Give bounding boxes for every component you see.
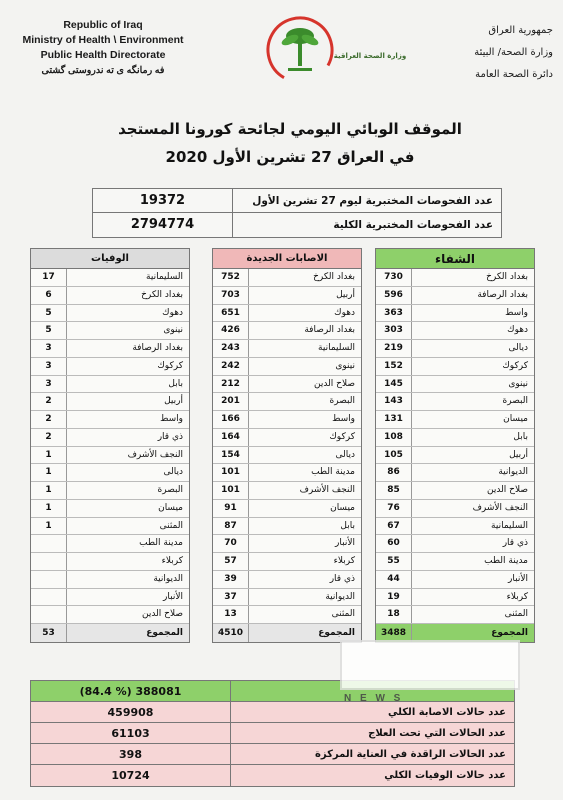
- recoveries-row: [376, 429, 534, 447]
- deaths-governorate: صلاح الدين: [141, 609, 183, 620]
- deaths-row: [31, 571, 189, 589]
- tests-row: [93, 213, 501, 237]
- header-left-line: Ministry of Health \ Environment: [22, 34, 184, 46]
- deaths-row: [31, 482, 189, 500]
- summary-value: 459908: [31, 702, 231, 722]
- recoveries-governorate: مدينة الطب: [484, 556, 528, 566]
- cases-count: 212: [213, 376, 249, 393]
- header-right: [423, 20, 553, 86]
- deaths-row: [31, 305, 189, 323]
- deaths-rows: [31, 269, 189, 624]
- deaths-count: 1: [31, 482, 67, 499]
- recoveries-row: [376, 482, 534, 500]
- summary-value: (84.4 %) 388081: [31, 681, 231, 701]
- deaths-count: [31, 589, 67, 606]
- cases-count: 651: [213, 305, 249, 322]
- watermark-logo-box: [340, 640, 520, 690]
- cases-table: [212, 248, 362, 643]
- recoveries-governorate: المثنى: [504, 609, 528, 620]
- recoveries-governorate: واسط: [505, 307, 528, 318]
- recoveries-count: 60: [376, 535, 412, 552]
- cases-count: 242: [213, 358, 249, 375]
- deaths-total: 53: [31, 624, 67, 642]
- cases-count: 39: [213, 571, 249, 588]
- deaths-count: 5: [31, 305, 67, 322]
- recoveries-governorate: ذي قار: [502, 538, 528, 549]
- deaths-count: 5: [31, 322, 67, 339]
- deaths-row: [31, 340, 189, 358]
- deaths-count: 2: [31, 411, 67, 428]
- deaths-count: [31, 571, 67, 588]
- recoveries-table: [375, 248, 535, 643]
- deaths-governorate: النجف الأشرف: [127, 449, 183, 460]
- header-left-line: فه رمانگه ى ته ندروستى گشتى: [41, 65, 165, 76]
- cases-governorate: السليمانية: [318, 343, 355, 353]
- deaths-governorate: ميسان: [158, 502, 183, 513]
- deaths-row: [31, 287, 189, 305]
- recoveries-governorate: النجف الأشرف: [472, 502, 528, 513]
- deaths-row: [31, 589, 189, 607]
- deaths-governorate: ديالى: [163, 467, 183, 478]
- recoveries-governorate: صلاح الدين: [486, 485, 528, 495]
- recoveries-row: [376, 518, 534, 536]
- recoveries-count: 145: [376, 376, 412, 393]
- cases-governorate: ديالى: [335, 449, 355, 460]
- tests-value: 2794774: [93, 213, 233, 237]
- deaths-governorate: مدينة الطب: [139, 538, 183, 549]
- deaths-count: 1: [31, 518, 67, 535]
- ministry-logo: [260, 10, 340, 90]
- cases-count: 426: [213, 322, 249, 339]
- recoveries-row: [376, 411, 534, 429]
- summary-value: 10724: [31, 765, 231, 786]
- header-left-line: Republic of Iraq: [63, 19, 143, 31]
- deaths-count: 2: [31, 393, 67, 410]
- recoveries-governorate: السليمانية: [491, 520, 528, 531]
- recoveries-total-label: المجموع: [491, 628, 528, 638]
- cases-row: [213, 429, 361, 447]
- recoveries-governorate: البصرة: [502, 396, 528, 407]
- recoveries-row: [376, 553, 534, 571]
- recoveries-count: 108: [376, 429, 412, 446]
- cases-count: 13: [213, 606, 249, 623]
- cases-row: [213, 322, 361, 340]
- recoveries-count: 152: [376, 358, 412, 375]
- deaths-count: 3: [31, 376, 67, 393]
- deaths-row: [31, 269, 189, 287]
- tests-row: [93, 189, 501, 213]
- cases-governorate: نينوى: [335, 360, 355, 371]
- cases-count: 201: [213, 393, 249, 410]
- recoveries-count: 105: [376, 447, 412, 464]
- deaths-row: [31, 393, 189, 411]
- cases-governorate: مدينة الطب: [311, 467, 355, 478]
- summary-row: [31, 765, 514, 786]
- deaths-governorate: المثنى: [159, 520, 183, 531]
- recoveries-row: [376, 340, 534, 358]
- cases-count: 164: [213, 429, 249, 446]
- cases-governorate: النجف الأشرف: [299, 485, 355, 495]
- deaths-row: [31, 447, 189, 465]
- cases-governorate: بابل: [340, 520, 355, 531]
- cases-count: 154: [213, 447, 249, 464]
- cases-row: [213, 535, 361, 553]
- recoveries-governorate: كربلاء: [506, 591, 528, 602]
- deaths-governorate: السليمانية: [146, 272, 183, 282]
- summary-value: 61103: [31, 723, 231, 743]
- deaths-governorate: كربلاء: [161, 556, 183, 566]
- cases-row: [213, 500, 361, 518]
- recoveries-count: 55: [376, 553, 412, 570]
- cases-governorate: كركوك: [329, 431, 355, 442]
- recoveries-count: 131: [376, 411, 412, 428]
- deaths-governorate: بابل: [168, 378, 183, 389]
- deaths-governorate: نينوى: [163, 325, 183, 336]
- page-title: الموقف الوبائي اليومي لجائحة كورونا المستجد: [118, 120, 462, 138]
- recoveries-row: [376, 606, 534, 624]
- cases-row: [213, 571, 361, 589]
- summary-label: عدد الحالات الراقدة في العناية المركزة: [314, 749, 506, 760]
- cases-row: [213, 411, 361, 429]
- cases-header: الاصابات الجديدة: [213, 249, 361, 269]
- tests-box: [92, 188, 502, 238]
- cases-row: [213, 589, 361, 607]
- deaths-count: 1: [31, 447, 67, 464]
- recoveries-row: [376, 358, 534, 376]
- cases-governorate: أربيل: [336, 289, 355, 300]
- recoveries-header: الشفاء: [376, 249, 534, 269]
- cases-row: [213, 376, 361, 394]
- deaths-count: 2: [31, 429, 67, 446]
- deaths-header: الوفيات: [31, 249, 189, 269]
- recoveries-count: 44: [376, 571, 412, 588]
- deaths-governorate: واسط: [160, 414, 183, 424]
- cases-row: [213, 358, 361, 376]
- cases-row: [213, 287, 361, 305]
- deaths-governorate: الأنبار: [163, 591, 183, 602]
- cases-row: [213, 393, 361, 411]
- cases-row: [213, 269, 361, 287]
- recoveries-count: 596: [376, 287, 412, 304]
- recoveries-count: 730: [376, 269, 412, 286]
- recoveries-governorate: كركوك: [502, 360, 528, 371]
- recoveries-row: [376, 287, 534, 305]
- deaths-row: [31, 464, 189, 482]
- summary-row: [31, 723, 514, 744]
- cases-count: 70: [213, 535, 249, 552]
- cases-governorate: كربلاء: [333, 556, 355, 566]
- cases-governorate: البصرة: [329, 396, 355, 407]
- cases-governorate: ميسان: [330, 502, 355, 513]
- deaths-count: 3: [31, 340, 67, 357]
- recoveries-count: 76: [376, 500, 412, 517]
- cases-count: 91: [213, 500, 249, 517]
- recoveries-row: [376, 393, 534, 411]
- recoveries-row: [376, 500, 534, 518]
- cases-count: 87: [213, 518, 249, 535]
- deaths-row: [31, 358, 189, 376]
- cases-count: 57: [213, 553, 249, 570]
- summary-row: [31, 744, 514, 765]
- cases-governorate: ذي قار: [329, 573, 355, 584]
- recoveries-governorate: الأنبار: [508, 573, 528, 584]
- deaths-governorate: كركوك: [157, 360, 183, 371]
- recoveries-count: 85: [376, 482, 412, 499]
- recoveries-count: 143: [376, 393, 412, 410]
- deaths-governorate: الديوانية: [153, 573, 183, 584]
- cases-rows: [213, 269, 361, 624]
- cases-governorate: الأنبار: [335, 538, 355, 549]
- deaths-count: 1: [31, 500, 67, 517]
- deaths-count: [31, 606, 67, 623]
- recoveries-governorate: نينوى: [508, 378, 528, 389]
- summary-label: عدد حالات الاصابة الكلي: [388, 707, 506, 718]
- cases-count: 101: [213, 464, 249, 481]
- cases-governorate: دهوك: [334, 307, 355, 318]
- deaths-governorate: بغداد الكرخ: [141, 289, 183, 300]
- header-left-line: Public Health Directorate: [40, 49, 166, 61]
- recoveries-row: [376, 535, 534, 553]
- recoveries-count: 363: [376, 305, 412, 322]
- cases-governorate: بغداد الكرخ: [313, 272, 355, 282]
- cases-total-row: [213, 624, 361, 642]
- deaths-governorate: دهوك: [162, 307, 183, 318]
- deaths-row: [31, 411, 189, 429]
- tests-label: عدد الفحوصات المختبرية ليوم 27 تشرين الأول: [252, 195, 493, 207]
- recoveries-count: 86: [376, 464, 412, 481]
- deaths-row: [31, 535, 189, 553]
- summary-value: 398: [31, 744, 231, 764]
- cases-governorate: صلاح الدين: [313, 378, 355, 389]
- cases-governorate: واسط: [332, 414, 355, 424]
- recoveries-governorate: ميسان: [503, 414, 528, 424]
- recoveries-row: [376, 322, 534, 340]
- deaths-row: [31, 429, 189, 447]
- cases-governorate: الديوانية: [325, 591, 355, 602]
- deaths-row: [31, 500, 189, 518]
- cases-governorate: بغداد الرصافة: [304, 325, 355, 336]
- news-watermark: [340, 640, 520, 710]
- recoveries-row: [376, 464, 534, 482]
- recoveries-governorate: أربيل: [509, 449, 528, 460]
- cases-governorate: المثنى: [331, 609, 355, 620]
- summary-label: عدد الحالات التي تحت العلاج: [368, 728, 506, 739]
- deaths-count: 1: [31, 464, 67, 481]
- recoveries-count: 18: [376, 606, 412, 623]
- deaths-count: 3: [31, 358, 67, 375]
- deaths-row: [31, 376, 189, 394]
- recoveries-row: [376, 269, 534, 287]
- recoveries-row: [376, 376, 534, 394]
- recoveries-count: 303: [376, 322, 412, 339]
- header-right-line: دائرة الصحة العامة: [475, 69, 553, 80]
- recoveries-row: [376, 447, 534, 465]
- cases-count: 752: [213, 269, 249, 286]
- header-left: [8, 18, 198, 78]
- cases-total-label: المجموع: [318, 628, 355, 638]
- tests-value: 19372: [93, 189, 233, 212]
- recoveries-total: 3488: [376, 624, 412, 642]
- recoveries-row: [376, 305, 534, 323]
- recoveries-governorate: بابل: [513, 431, 528, 442]
- deaths-table: [30, 248, 190, 643]
- cases-row: [213, 606, 361, 624]
- cases-row: [213, 340, 361, 358]
- deaths-governorate: أربيل: [164, 396, 183, 407]
- recoveries-count: 219: [376, 340, 412, 357]
- recoveries-count: 67: [376, 518, 412, 535]
- deaths-row: [31, 553, 189, 571]
- recoveries-rows: [376, 269, 534, 624]
- cases-row: [213, 305, 361, 323]
- cases-count: 37: [213, 589, 249, 606]
- recoveries-count: 19: [376, 589, 412, 606]
- header-right-line: جمهورية العراق: [488, 25, 553, 36]
- deaths-governorate: البصرة: [157, 485, 183, 495]
- tests-label: عدد الفحوصات المختبرية الكلية: [333, 219, 493, 231]
- logo-caption: وزارة الصحة العراقية: [333, 52, 407, 60]
- recoveries-governorate: ديالى: [508, 343, 528, 353]
- cases-count: 101: [213, 482, 249, 499]
- summary-label: عدد حالات الوفيات الكلي: [384, 770, 506, 781]
- recoveries-governorate: بغداد الرصافة: [477, 289, 528, 300]
- deaths-count: 17: [31, 269, 67, 286]
- deaths-count: 6: [31, 287, 67, 304]
- cases-count: 243: [213, 340, 249, 357]
- deaths-row: [31, 322, 189, 340]
- cases-total: 4510: [213, 624, 249, 642]
- recoveries-governorate: الديوانية: [498, 467, 528, 478]
- recoveries-governorate: دهوك: [507, 325, 528, 336]
- recoveries-row: [376, 571, 534, 589]
- deaths-total-row: [31, 624, 189, 642]
- watermark-text: N E W S: [344, 693, 404, 704]
- deaths-governorate: بغداد الرصافة: [132, 343, 183, 353]
- deaths-total-label: المجموع: [146, 628, 183, 638]
- header-right-line: وزارة الصحة/ البيئة: [474, 47, 553, 58]
- cases-count: 166: [213, 411, 249, 428]
- deaths-row: [31, 606, 189, 624]
- page-subtitle: في العراق 27 تشرين الأول 2020: [165, 148, 415, 166]
- cases-row: [213, 553, 361, 571]
- cases-row: [213, 482, 361, 500]
- cases-row: [213, 518, 361, 536]
- recoveries-row: [376, 589, 534, 607]
- deaths-row: [31, 518, 189, 536]
- cases-count: 703: [213, 287, 249, 304]
- deaths-governorate: ذي قار: [157, 431, 183, 442]
- deaths-count: [31, 553, 67, 570]
- cases-row: [213, 464, 361, 482]
- cases-row: [213, 447, 361, 465]
- recoveries-governorate: بغداد الكرخ: [486, 272, 528, 282]
- deaths-count: [31, 535, 67, 552]
